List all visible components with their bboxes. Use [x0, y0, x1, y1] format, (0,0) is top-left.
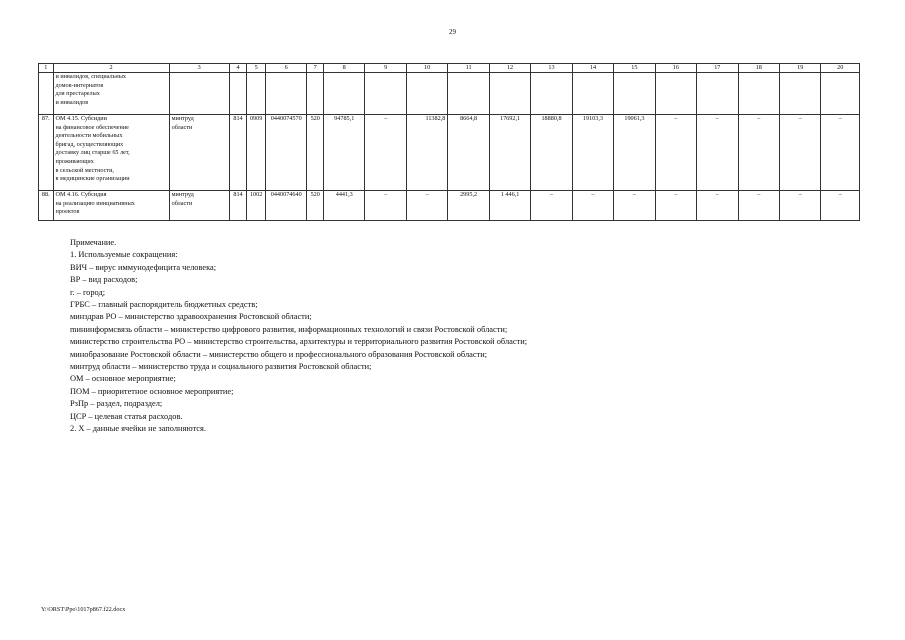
- cell-value: –: [821, 115, 860, 191]
- abbreviation-item: ОМ – основное мероприятие;: [70, 374, 176, 384]
- table-row: [39, 191, 860, 221]
- abbreviation-item: минтруд области – министерство труда и социального развития Ростовской области;: [70, 362, 372, 372]
- row-number: 87.: [39, 115, 54, 191]
- cell-value: –: [365, 191, 406, 221]
- cell-value: –: [614, 191, 655, 221]
- cell-value: –: [697, 115, 738, 191]
- abbreviation-item: ПОМ – приоритетное основное мероприятие;: [70, 386, 234, 396]
- column-number-row: [39, 64, 860, 73]
- footer-file-path: Y:\ORST\Ppo\1017p867.f22.docx: [41, 606, 126, 613]
- cell-value: 2995,2: [448, 191, 489, 221]
- column-header: 19: [779, 64, 820, 73]
- abbreviation-item: ГРБС – главный распорядитель бюджетных средств;: [70, 300, 258, 310]
- notes-section: [70, 237, 860, 436]
- column-header: 11: [448, 64, 489, 73]
- notes-title: Примечание.: [70, 238, 117, 247]
- cell-value: –: [572, 191, 613, 221]
- column-header: 7: [307, 64, 324, 73]
- column-header: 20: [821, 64, 860, 73]
- column-header: 3: [169, 64, 229, 73]
- row-number: 88.: [39, 191, 54, 221]
- column-header: 15: [614, 64, 655, 73]
- cell-csr: 0440074640: [265, 191, 306, 221]
- cell-csr: 0440074570: [265, 115, 306, 191]
- column-header: 4: [229, 64, 247, 73]
- column-header: 8: [324, 64, 365, 73]
- notes-item-2: 2. Х – данные ячейки не заполняются.: [70, 424, 206, 434]
- cell-value: 19103,3: [572, 115, 613, 191]
- cell-value: –: [779, 191, 820, 221]
- cell-value: 18880,8: [531, 115, 572, 191]
- budget-table: [38, 63, 860, 221]
- column-header: 1: [39, 64, 54, 73]
- column-header: 5: [247, 64, 266, 73]
- cell-value: 94785,1: [324, 115, 365, 191]
- abbreviation-item: РзПр – раздел, подраздел;: [70, 399, 163, 409]
- cell-value: –: [655, 191, 696, 221]
- cell-value: –: [406, 191, 447, 221]
- cell-grbs-code: 814: [229, 191, 247, 221]
- row-name: ОМ 4.16. Субсидия на реализацию инициативных проектов: [53, 191, 169, 221]
- abbreviation-item: минобразование Ростовской области – министерство общего и профессионального образования Ростовской области;: [70, 349, 488, 359]
- cell-rzpr: 0909: [247, 115, 266, 191]
- cell-value: –: [697, 191, 738, 221]
- page-number: 29: [449, 28, 456, 36]
- cell-rzpr: 1002: [247, 191, 266, 221]
- column-header: 10: [406, 64, 447, 73]
- cell-value: –: [738, 191, 779, 221]
- abbreviation-item: ВР – вид расходов;: [70, 275, 138, 285]
- column-header: 18: [738, 64, 779, 73]
- column-header: 12: [489, 64, 530, 73]
- cell-vr: 520: [307, 115, 324, 191]
- notes-item-1: 1. Используемые сокращения:: [70, 250, 178, 260]
- cell-value: 8664,8: [448, 115, 489, 191]
- abbreviation-item: г. – город;: [70, 287, 106, 297]
- cell-value: –: [821, 191, 860, 221]
- row-name-continuation: и инвалидов, специальных домов-интернатов для престарелых и инвалидов: [53, 73, 169, 115]
- column-header: 9: [365, 64, 406, 73]
- column-header: 17: [697, 64, 738, 73]
- abbreviation-item: министерство строительства РО – министерство строительства, архитектуры и территориального развития Ростовской области;: [70, 337, 528, 347]
- row-grbs: минтруд области: [169, 191, 229, 221]
- cell-value: 17692,1: [489, 115, 530, 191]
- table-row: [39, 115, 860, 191]
- abbreviation-item: ВИЧ – вирус иммунодефицита человека;: [70, 262, 217, 272]
- abbreviation-item: mининформсвязь области – министерство цифрового развития, информационных технологий и связи Ростовской области;: [70, 324, 508, 334]
- table-row: [39, 73, 860, 115]
- cell-value: 4441,3: [324, 191, 365, 221]
- cell-value: –: [531, 191, 572, 221]
- cell-value: –: [738, 115, 779, 191]
- column-header: 13: [531, 64, 572, 73]
- cell-value: –: [779, 115, 820, 191]
- cell-value: 19061,3: [614, 115, 655, 191]
- cell-grbs-code: 814: [229, 115, 247, 191]
- abbreviation-item: минздрав РО – министерство здравоохранения Ростовской области;: [70, 312, 312, 322]
- cell-value: 1 446,1: [489, 191, 530, 221]
- column-header: 16: [655, 64, 696, 73]
- column-header: 2: [53, 64, 169, 73]
- cell-value: –: [365, 115, 406, 191]
- cell-value: –: [655, 115, 696, 191]
- column-header: 6: [265, 64, 306, 73]
- row-name: ОМ 4.15. Субсидии на финансовое обеспечение деятельности мобильных бригад, осуществляющих доставку лиц старше 65 лет, проживающих в сельской местности, в медицинские организации: [53, 115, 169, 191]
- cell-value: 11382,8: [406, 115, 447, 191]
- abbreviation-item: ЦСР – целевая статья расходов.: [70, 411, 183, 421]
- cell-vr: 520: [307, 191, 324, 221]
- row-grbs: минтруд области: [169, 115, 229, 191]
- column-header: 14: [572, 64, 613, 73]
